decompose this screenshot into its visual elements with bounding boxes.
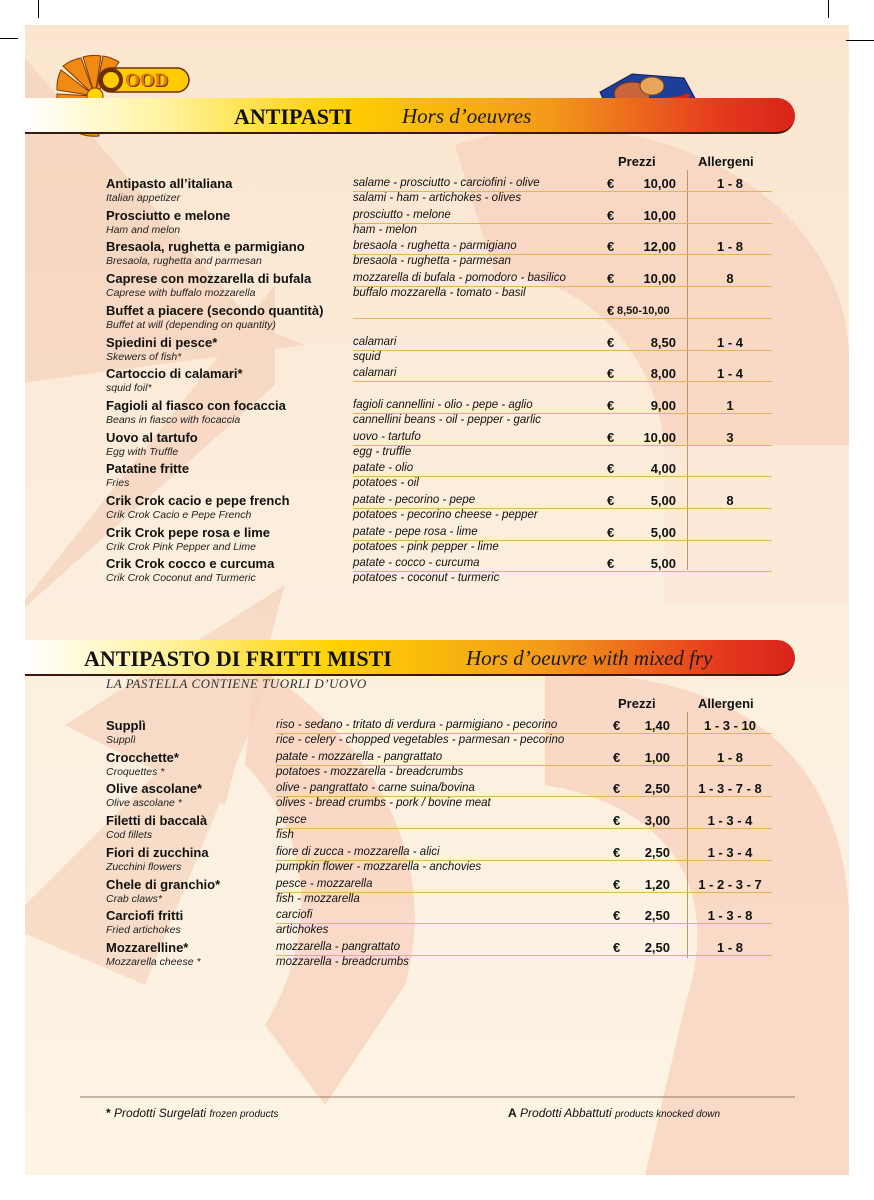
item-allergens: 1 - 3 - 4: [707, 844, 753, 860]
item-english-name: Crab claws*: [106, 892, 163, 905]
item-currency: €: [607, 461, 615, 477]
item-ingredients: riso - sedano - tritato di verdura - parmigiano - pecorino: [276, 719, 558, 731]
item-allergens: 1 - 3 - 10: [703, 718, 757, 733]
item-ingredients: pesce - mozzarella: [276, 877, 373, 890]
menu-item-row: [0, 877, 874, 909]
item-ingredients: calamari: [353, 367, 397, 380]
item-name: Supplì: [106, 718, 146, 733]
menu-item-row: [0, 718, 874, 750]
item-english-name: Crik Crok Coconut and Turmeric: [106, 572, 256, 585]
item-allergens: 1 - 4: [716, 334, 743, 350]
item-name: Prosciutto e melone: [106, 207, 231, 223]
item-currency: €: [613, 718, 621, 733]
item-ingredients: uovo - tartufo: [353, 430, 421, 443]
item-currency: €: [607, 366, 615, 382]
item-currency: €: [607, 271, 615, 287]
item-ingredients-english: squid: [353, 350, 381, 363]
item-english-name: Zucchini flowers: [106, 860, 182, 873]
menu-item-row: [0, 813, 874, 845]
footer-knocked-en: products knocked down: [614, 1109, 721, 1120]
crop-mark: [828, 0, 829, 18]
item-english-name: Ham and melon: [106, 223, 181, 236]
fritti-subtitle: Hors d’oeuvre with mixed fry: [466, 646, 713, 670]
item-currency: €: [607, 176, 615, 191]
item-price: 2,50: [644, 844, 670, 860]
menu-item-row: [0, 430, 874, 462]
row-divider: [276, 796, 772, 797]
item-english-name: Supplì: [106, 734, 136, 746]
row-divider: [353, 571, 772, 572]
item-currency: €: [607, 493, 615, 508]
item-allergens: 8: [726, 271, 734, 287]
item-ingredients: calamari: [353, 335, 397, 348]
row-divider: [353, 508, 772, 509]
fritti-allergen-header: Allergeni: [698, 696, 754, 711]
footer-knocked-note: [508, 1106, 720, 1120]
item-ingredients-english: potatoes - oil: [353, 477, 419, 490]
item-currency: €: [613, 939, 621, 955]
item-name: Caprese con mozzarella di bufala: [106, 271, 312, 287]
item-ingredients-english: pumpkin flower - mozzarella - anchovies: [276, 860, 482, 873]
item-price: 2,50: [644, 939, 670, 955]
menu-item-row: [0, 493, 874, 525]
footer-frozen-en: frozen products: [209, 1109, 279, 1120]
item-ingredients-english: potatoes - pecorino cheese - pepper: [353, 509, 538, 521]
item-allergens: 1 - 3 - 8: [707, 908, 753, 924]
item-ingredients-english: mozzarella - breadcrumbs: [276, 955, 409, 968]
item-price: 8,00: [650, 366, 676, 382]
item-ingredients: mozzarella - pangrattato: [276, 940, 401, 953]
row-divider: [353, 540, 772, 541]
item-ingredients: fagioli cannellini - olio - pepe - aglio: [353, 398, 533, 411]
item-currency: €: [607, 524, 615, 540]
menu-item-row: [0, 940, 874, 972]
item-name: Bresaola, rughetta e parmigiano: [106, 239, 305, 255]
item-english-name: Cod fillets: [106, 829, 153, 842]
item-ingredients-english: potatoes - mozzarella - breadcrumbs: [276, 765, 464, 778]
row-divider: [353, 191, 772, 192]
item-price: 5,00: [650, 524, 676, 540]
item-name: Antipasto all’italiana: [106, 176, 233, 191]
menu-item-row: [0, 335, 874, 367]
item-ingredients-english: fish: [276, 829, 294, 842]
item-allergens: 1 - 8: [716, 239, 743, 255]
crop-mark: [0, 38, 18, 39]
item-currency: €: [613, 781, 621, 797]
row-divider: [276, 955, 772, 956]
menu-item-row: [0, 750, 874, 782]
menu-item-row: [0, 271, 874, 303]
row-divider: [353, 350, 772, 351]
item-english-name: Crik Crok Cacio e Pepe French: [106, 509, 252, 521]
row-divider: [353, 413, 772, 414]
row-divider: [353, 445, 772, 446]
item-ingredients: olive - pangrattato - carne suina/bovina: [276, 782, 475, 795]
fritti-title: ANTIPASTO DI FRITTI MISTI: [84, 646, 392, 671]
item-currency: €: [607, 239, 615, 255]
item-name: Mozzarelline*: [106, 939, 189, 955]
item-currency: €: [607, 397, 615, 413]
row-divider: [276, 892, 772, 893]
item-ingredients: patate - pecorino - pepe: [353, 494, 476, 506]
item-english-name: Bresaola, rughetta and parmesan: [106, 255, 262, 268]
fritti-price-header: Prezzi: [618, 696, 656, 711]
footer-knocked-mark: A: [508, 1106, 517, 1120]
batter-egg-note: LA PASTELLA CONTIENE TUORLI D’UOVO: [106, 676, 367, 691]
item-name: Uovo al tartufo: [106, 429, 198, 445]
crop-mark: [38, 0, 39, 18]
item-english-name: Fries: [106, 477, 130, 490]
item-ingredients-english: bresaola - rughetta - parmesan: [353, 255, 511, 268]
item-name: Chele di granchio*: [106, 876, 221, 892]
item-allergens: 8: [726, 493, 734, 508]
item-english-name: squid foil*: [106, 382, 152, 395]
menu-item-row: [0, 398, 874, 430]
item-price: 4,00: [650, 461, 676, 477]
item-allergens: 1 - 3 - 4: [707, 813, 753, 829]
item-ingredients: patate - pepe rosa - lime: [353, 525, 478, 538]
item-name: Spiedini di pesce*: [106, 334, 218, 350]
menu-item-row: [0, 845, 874, 877]
item-english-name: Mozzarella cheese *: [106, 955, 201, 968]
item-ingredients: patate - cocco - curcuma: [353, 557, 480, 570]
item-price: 2,50: [644, 908, 670, 924]
item-ingredients-english: potatoes - coconut - turmeric: [353, 572, 500, 585]
row-divider: [276, 765, 772, 766]
item-name: Fagioli al fiasco con focaccia: [106, 397, 286, 413]
item-ingredients-english: potatoes - pink pepper - lime: [353, 540, 499, 553]
item-ingredients: bresaola - rughetta - parmigiano: [353, 240, 517, 253]
menu-item-row: [0, 461, 874, 493]
item-name: Filetti di baccalà: [106, 813, 208, 829]
item-price: 10,00: [643, 207, 676, 223]
item-ingredients-english: olives - bread crumbs - pork / bovine meat: [276, 797, 491, 810]
item-price: 1,20: [644, 876, 670, 892]
row-divider: [353, 381, 772, 382]
item-price: 8,50: [650, 334, 676, 350]
item-allergens: 3: [726, 429, 734, 445]
item-ingredients: fiore di zucca - mozzarella - alici: [276, 845, 440, 858]
menu-item-row: [0, 239, 874, 271]
item-ingredients-english: ham - melon: [353, 223, 417, 236]
item-price: 1,00: [644, 749, 670, 765]
item-name: Crik Crok cocco e curcuma: [106, 556, 275, 572]
item-price: 5,00: [650, 493, 676, 508]
item-english-name: Beans in fiasco with focaccia: [106, 413, 241, 426]
item-ingredients-english: salami - ham - artichokes - olives: [353, 192, 522, 204]
item-currency: €: [607, 302, 615, 318]
item-price: 10,00: [643, 176, 676, 191]
item-allergens: 1 - 2 - 3 - 7: [698, 876, 762, 892]
item-english-name: Olive ascolane *: [106, 797, 182, 810]
item-currency: €: [607, 334, 615, 350]
item-currency: €: [613, 844, 621, 860]
item-currency: €: [613, 876, 621, 892]
row-divider: [276, 828, 772, 829]
antipasti-subtitle: Hors d’oeuvres: [402, 104, 532, 128]
item-currency: €: [613, 908, 621, 924]
item-price: 1,40: [644, 718, 670, 733]
item-name: Carciofi fritti: [106, 908, 184, 924]
row-divider: [353, 476, 772, 477]
item-price: 12,00: [643, 239, 676, 255]
item-ingredients-english: buffalo mozzarella - tomato - basil: [353, 287, 526, 300]
item-allergens: 1 - 8: [716, 749, 743, 765]
footer-frozen-mark: *: [106, 1106, 111, 1120]
logo-word-1: OOD: [125, 70, 169, 91]
item-ingredients-english: artichokes: [276, 924, 329, 937]
item-english-name: Buffet at will (depending on quantity): [106, 318, 276, 331]
item-price: 9,00: [650, 397, 676, 413]
item-english-name: Crik Crok Pink Pepper and Lime: [106, 540, 256, 553]
item-ingredients-english: cannellini beans - oil - pepper - garlic: [353, 413, 541, 426]
item-ingredients-english: egg - truffle: [353, 445, 412, 458]
item-ingredients: patate - mozzarella - pangrattato: [276, 750, 443, 763]
item-ingredients: patate - olio: [353, 462, 414, 475]
row-divider: [353, 318, 772, 319]
row-divider: [276, 733, 772, 734]
footer-frozen-it: Prodotti Surgelati: [114, 1106, 207, 1120]
row-divider: [276, 860, 772, 861]
item-english-name: Croquettes *: [106, 765, 165, 778]
item-english-name: Egg with Truffle: [106, 445, 179, 458]
crop-mark: [846, 40, 874, 41]
item-allergens: 1 - 3 - 7 - 8: [698, 781, 762, 797]
item-ingredients: pesce: [276, 814, 307, 827]
item-price: 2,50: [644, 781, 670, 797]
menu-item-row: [0, 366, 874, 398]
antipasti-price-header: Prezzi: [618, 154, 656, 169]
item-currency: €: [613, 749, 621, 765]
item-currency: €: [607, 556, 615, 572]
item-allergens: 1: [726, 397, 734, 413]
item-name: Olive ascolane*: [106, 781, 203, 797]
item-ingredients-english: fish - mozzarella: [276, 892, 360, 905]
menu-item-row: [0, 303, 874, 335]
item-price: 10,00: [643, 271, 676, 287]
item-english-name: Skewers of fish*: [106, 350, 182, 363]
item-currency: €: [607, 429, 615, 445]
antipasti-title: ANTIPASTI: [234, 104, 353, 129]
item-ingredients: carciofi: [276, 909, 313, 922]
item-ingredients: mozzarella di bufala - pomodoro - basilico: [353, 272, 566, 285]
item-ingredients-english: rice - celery - chopped vegetables - parmesan - pecorino: [276, 734, 565, 746]
antipasti-allergen-header: Allergeni: [698, 154, 754, 169]
row-divider: [276, 923, 772, 924]
footer-frozen-note: [106, 1106, 278, 1120]
item-currency: €: [607, 207, 615, 223]
item-price: 5,00: [650, 556, 676, 572]
item-english-name: Caprese with buffalo mozzarella: [106, 287, 256, 300]
menu-item-row: [0, 556, 874, 588]
item-name: Cartoccio di calamari*: [106, 366, 243, 382]
footer-knocked-it: Prodotti Abbattuti: [520, 1106, 612, 1120]
item-english-name: Fried artichokes: [106, 924, 181, 937]
item-ingredients: prosciutto - melone: [353, 208, 451, 221]
item-allergens: 1 - 4: [716, 366, 743, 382]
row-divider: [353, 254, 772, 255]
item-currency: €: [613, 813, 621, 829]
item-ingredients: salame - prosciutto - carciofini - olive: [353, 177, 540, 189]
item-allergens: 1 - 8: [716, 939, 743, 955]
menu-item-row: [0, 781, 874, 813]
menu-item-row: [0, 208, 874, 240]
item-price: 8,50-10,00: [617, 304, 670, 317]
row-divider: [353, 286, 772, 287]
item-price: 3,00: [644, 813, 670, 829]
item-name: Fiori di zucchina: [106, 844, 209, 860]
item-allergens: 1 - 8: [716, 176, 743, 191]
item-english-name: Italian appetizer: [106, 192, 181, 204]
item-name: Crik Crok pepe rosa e lime: [106, 524, 271, 540]
row-divider: [353, 223, 772, 224]
menu-item-row: [0, 176, 874, 208]
item-name: Crik Crok cacio e pepe french: [106, 493, 290, 508]
item-name: Buffet a piacere (secondo quantità): [106, 302, 324, 318]
menu-item-row: [0, 525, 874, 557]
item-name: Patatine fritte: [106, 461, 190, 477]
menu-item-row: [0, 908, 874, 940]
item-name: Crocchette*: [106, 749, 179, 765]
item-price: 10,00: [643, 429, 676, 445]
